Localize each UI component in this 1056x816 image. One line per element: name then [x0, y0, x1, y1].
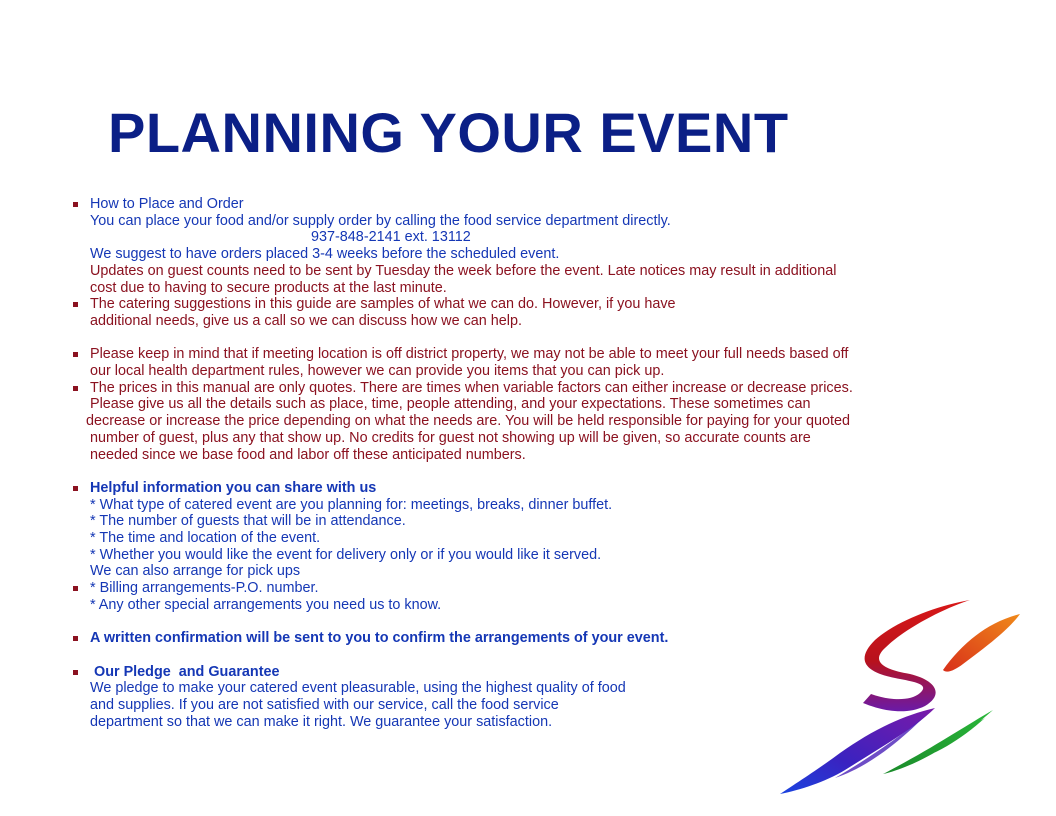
confirmation-line: A written confirmation will be sent to you to confirm the arrangements of your event. — [90, 630, 669, 647]
event-type-line: * What type of catered event are you planning for: meetings, breaks, dinner buffet. — [90, 496, 613, 513]
additional-needs-line: additional needs, give us a call so we can discuss how we can help. — [90, 312, 522, 329]
health-rules-line: our local health department rules, however we can provide you items that you can pick up. — [90, 363, 665, 380]
page-title: PLANNING YOUR EVENT — [108, 101, 789, 164]
order-instructions-line: You can place your food and/or supply order by calling the food service department directly. — [90, 212, 671, 229]
logo-orange-stroke — [943, 614, 1020, 672]
list-item-helpful-info — [73, 480, 1033, 580]
off-district-line: Please keep in mind that if meeting location is off district property, we may not be able to meet your full needs based off — [90, 346, 849, 363]
guest-number-line: * The number of guests that will be in attendance. — [90, 513, 406, 530]
list-item-how-to-order — [73, 196, 1033, 296]
late-notice-cost-line: cost due to having to secure products at the last minute. — [90, 279, 447, 296]
price-variance-line: decrease or increase the price depending on what the needs are. You will be held responsible for paying for your quoted — [86, 413, 851, 430]
order-lead-time-line: We suggest to have orders placed 3-4 weeks before the scheduled event. — [90, 246, 560, 263]
guest-credit-line: number of guest, plus any that show up. No credits for guest not showing up will be given, so accurate counts are — [90, 429, 811, 446]
guarantee-line: department so that we can make it right. We guarantee your satisfaction. — [90, 713, 553, 730]
list-item-prices — [73, 380, 1033, 464]
pledge-heading: Our Pledge and Guarantee — [90, 663, 280, 680]
prices-quotes-line: The prices in this manual are only quotes. There are times when variable factors can either increase or decrease prices. — [90, 379, 853, 396]
time-location-line: * The time and location of the event. — [90, 530, 321, 547]
supplies-line: and supplies. If you are not satisfied with our service, call the food service — [90, 697, 559, 714]
anticipated-numbers-line: needed since we base food and labor off these anticipated numbers. — [90, 446, 526, 463]
how-to-order-heading: How to Place and Order — [90, 196, 244, 212]
pledge-line: We pledge to make your catered event pleasurable, using the highest quality of food — [90, 680, 626, 697]
logo-red-stroke — [863, 600, 970, 711]
details-line: Please give us all the details such as place, time, people attending, and your expectations. These sometimes can — [90, 396, 811, 413]
list-item-catering-suggestions — [73, 296, 1033, 329]
list-item-off-district — [73, 346, 1033, 379]
catering-suggestions-line: The catering suggestions in this guide are samples of what we can do. However, if you have — [90, 296, 676, 313]
special-arrangements-line: * Any other special arrangements you need us to know. — [90, 596, 442, 613]
logo-purple-stroke — [780, 708, 935, 794]
delivery-service-line: * Whether you would like the event for delivery only or if you would like it served. — [90, 546, 602, 563]
pick-ups-line: We can also arrange for pick ups — [90, 563, 301, 580]
guest-count-deadline-line: Updates on guest counts need to be sent by Tuesday the week before the event. Late notices may result in additional — [90, 262, 837, 279]
phone-number: 937-848-2141 ext. 13112 — [311, 229, 471, 246]
helpful-info-heading: Helpful information you can share with us — [90, 479, 377, 496]
swoosh-logo-icon — [775, 598, 1025, 798]
billing-line: * Billing arrangements-P.O. number. — [90, 580, 319, 597]
